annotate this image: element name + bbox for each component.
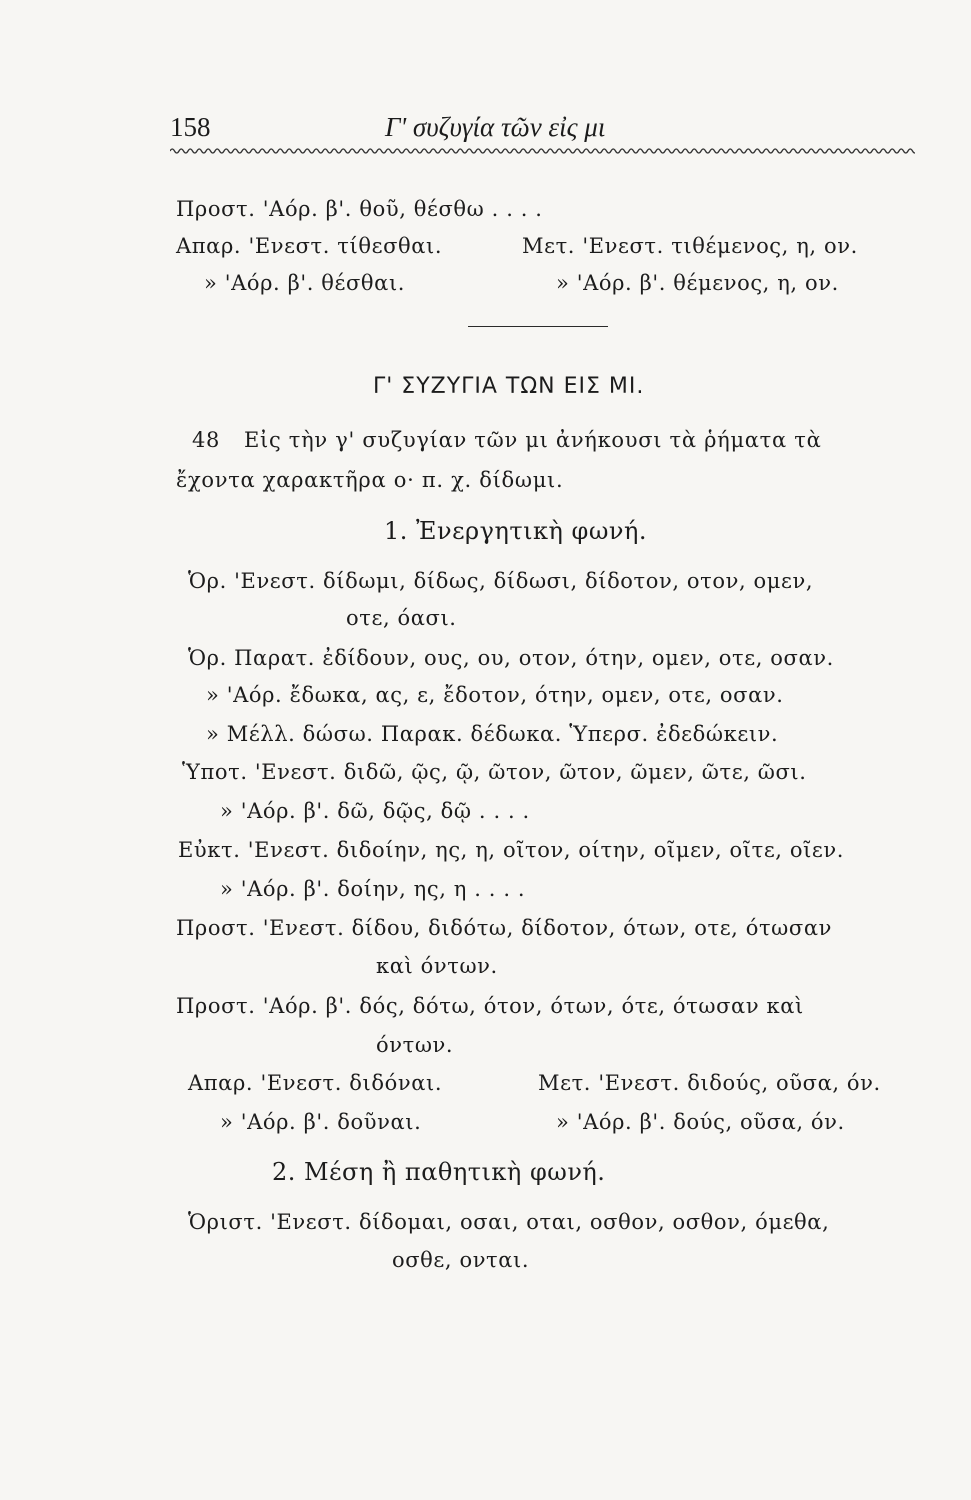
- active-line-15: Μετ. 'Ενεστ. διδούς, οῦσα, όν.: [538, 1071, 881, 1095]
- active-line-7: » 'Αόρ. β'. δῶ, δῷς, δῷ . . . .: [220, 799, 530, 823]
- active-line-8: Εὐκτ. 'Ενεστ. διδοίην, ης, η, οῖτον, οίτην, οῖμεν, οῖτε, οῖεν.: [178, 838, 845, 862]
- top-line-2-col1: Απαρ. 'Ενεστ. τίθεσθαι.: [176, 234, 443, 258]
- active-line-1: Ὁρ. 'Ενεστ. δίδωμι, δίδως, δίδωσι, δίδοτον, οτον, ομεν,: [188, 569, 814, 593]
- section-title: Γ' ΣΥΖΥΓΙΑ ΤΩΝ ΕΙΣ ΜΙ.: [373, 374, 645, 399]
- active-line-11: καὶ όντων.: [376, 954, 498, 978]
- top-line-1: Προστ. 'Αόρ. β'. θοῦ, θέσθω . . . .: [176, 197, 543, 221]
- wavy-rule: [170, 144, 915, 158]
- active-line-9: » 'Αόρ. β'. δοίην, ης, η . . . .: [220, 877, 526, 901]
- paragraph-line-1: Εἰς τὴν γ' συζυγίαν τῶν μι ἀνήκουσι τὰ ῥήματα τὰ: [244, 428, 822, 452]
- section-divider: [468, 326, 608, 327]
- active-line-12: Προστ. 'Αόρ. β'. δός, δότω, ότον, ότων, ότε, ότωσαν καὶ: [176, 994, 804, 1018]
- active-line-13: όντων.: [376, 1033, 454, 1057]
- middle-line-2: οσθε, ονται.: [392, 1248, 530, 1272]
- active-line-3: Ὁρ. Παρατ. ἐδίδουν, ους, ου, οτον, ότην, ομεν, οτε, οσαν.: [188, 646, 834, 670]
- paragraph-number: 48: [192, 428, 221, 452]
- running-title: Γ' συζυγία τῶν εἰς μι: [385, 112, 606, 142]
- active-line-4: » 'Αόρ. ἔδωκα, ας, ε, ἔδοτον, ότην, ομεν, οτε, οσαν.: [206, 683, 784, 707]
- top-line-3-col2: » 'Αόρ. β'. θέμενος, η, ον.: [556, 271, 839, 295]
- page-number: 158: [170, 112, 211, 142]
- middle-voice-heading: 2. Μέση ἢ παθητικὴ φωνή.: [272, 1158, 606, 1186]
- active-line-6: Ὑποτ. 'Ενεστ. διδῶ, ῷς, ῷ, ῶτον, ῶτον, ῶμεν, ῶτε, ῶσι.: [182, 760, 807, 784]
- paragraph-line-2: ἔχοντα χαρακτῆρα ο· π. χ. δίδωμι.: [176, 468, 564, 492]
- active-line-14: Απαρ. 'Ενεστ. διδόναι.: [188, 1071, 443, 1095]
- top-line-3-col1: » 'Αόρ. β'. θέσθαι.: [204, 271, 406, 295]
- active-line-5: » Μέλλ. δώσω. Παρακ. δέδωκα. Ὑπερσ. ἐδεδώκειν.: [206, 722, 779, 746]
- active-line-2: οτε, όασι.: [346, 606, 457, 630]
- active-line-16: » 'Αόρ. β'. δοῦναι.: [220, 1110, 422, 1134]
- middle-line-1: Ὁριστ. 'Ενεστ. δίδομαι, οσαι, οται, οσθον, οσθον, όμεθα,: [188, 1210, 830, 1234]
- active-line-10: Προστ. 'Ενεστ. δίδου, διδότω, δίδοτον, ότων, οτε, ότωσαν: [176, 916, 832, 940]
- active-voice-heading: 1. Ἐνεργητικὴ φωνή.: [384, 517, 648, 545]
- active-line-17: » 'Αόρ. β'. δούς, οῦσα, όν.: [556, 1110, 845, 1134]
- top-line-2-col2: Μετ. 'Ενεστ. τιθέμενος, η, ον.: [522, 234, 858, 258]
